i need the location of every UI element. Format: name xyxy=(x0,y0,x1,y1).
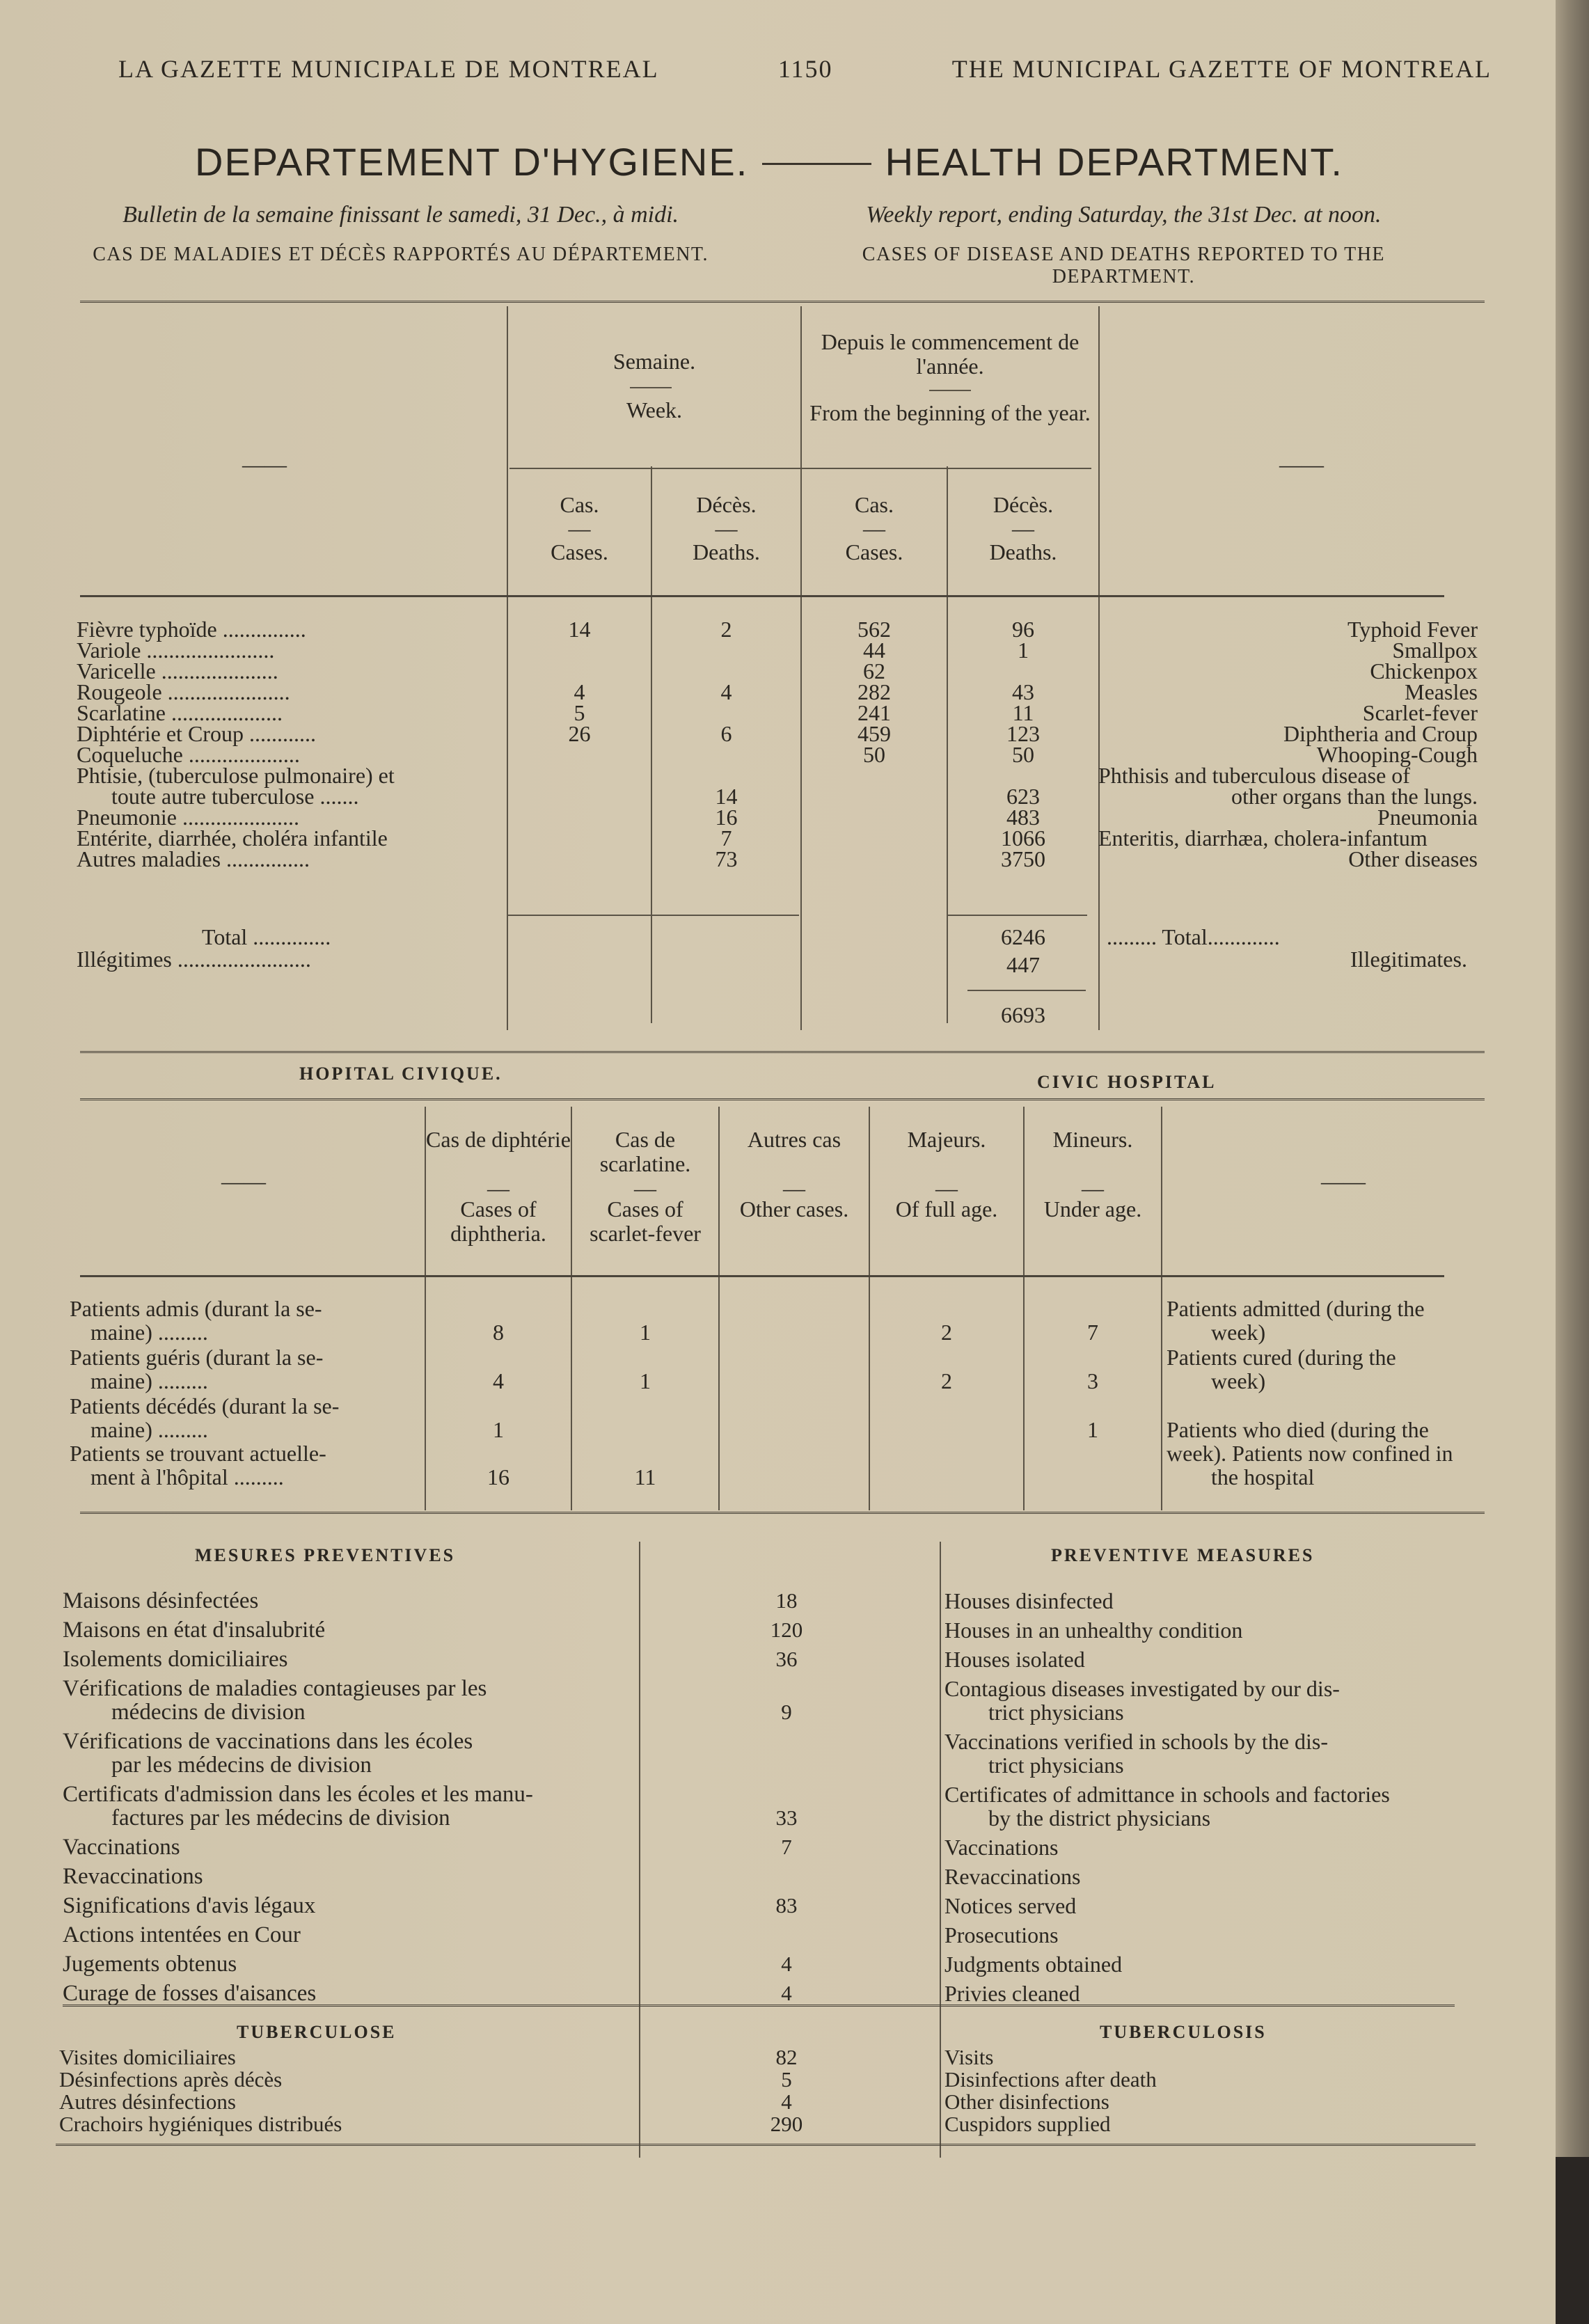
year-deaths: 623 xyxy=(1006,784,1040,809)
hosp-col-en: Other cases. xyxy=(739,1196,849,1222)
hospital-title-en: CIVIC HOSPITAL xyxy=(1037,1072,1217,1092)
hospital-bottom-rule xyxy=(80,1512,1485,1514)
week-deaths: 2 xyxy=(720,617,732,642)
measure-label-en: Certificates of admittance in schools and factories xyxy=(944,1782,1390,1807)
year-deaths: 483 xyxy=(1006,805,1040,830)
tb-label-fr: Autres désinfections xyxy=(59,2089,236,2114)
measures-title-en: PREVENTIVE MEASURES xyxy=(1051,1545,1315,1565)
tb-label-en: Disinfections after death xyxy=(944,2067,1157,2092)
measure-label-en: Judgments obtained xyxy=(944,1952,1123,1977)
left-dash: —— xyxy=(242,452,287,477)
total-fr: Total .............. xyxy=(202,924,331,949)
cas-dash: — xyxy=(568,516,591,541)
hosp-value: 1 xyxy=(640,1368,651,1393)
hosp-value: 2 xyxy=(941,1368,952,1393)
depuis-en: From the beginning of the year. xyxy=(809,400,1091,425)
hosp-row-en: Patients admitted (during the xyxy=(1167,1296,1425,1321)
table-top-rule xyxy=(80,301,1485,303)
disease-label-fr: Fièvre typhoïde ............... xyxy=(77,617,306,642)
measure-label-fr: Isolements domiciliaires xyxy=(63,1647,288,1672)
deces-fr: Décès. xyxy=(993,492,1054,517)
department-title xyxy=(195,139,1343,184)
tb-label-fr: Désinfections après décès xyxy=(59,2067,283,2092)
deces-dash: — xyxy=(715,516,738,541)
year-deaths: 96 xyxy=(1012,617,1034,642)
illeg-fr: Illégitimes ........................ xyxy=(77,947,311,972)
measure-label-fr: Certificats d'admission dans les écoles et les manu- xyxy=(63,1782,533,1807)
hosp-col-fr: Cas de diphtérie xyxy=(426,1127,571,1152)
sub-fr: CAS DE MALADIES ET DÉCÈS RAPPORTÉS AU DÉPARTEMENT. xyxy=(93,244,709,265)
deces-en: Deaths. xyxy=(693,539,760,564)
disease-label-en: Chickenpox xyxy=(1370,658,1478,683)
vrule xyxy=(639,1542,640,2158)
year-deaths: 1066 xyxy=(1001,825,1045,851)
hosp-row-en: week) xyxy=(1211,1368,1266,1393)
measure-label-en: trict physicians xyxy=(988,1753,1124,1778)
vrule xyxy=(940,1542,941,2158)
hosp-col-en: Cases of diphtheria. xyxy=(450,1196,546,1247)
measure-value: 9 xyxy=(781,1700,792,1724)
page-edge xyxy=(1556,0,1589,2324)
hrule xyxy=(630,387,672,388)
year-cases: 562 xyxy=(857,617,891,642)
illeg-en: Illegitimates. xyxy=(1350,947,1467,972)
tb-label-en: Visits xyxy=(944,2045,994,2069)
tb-title-fr: TUBERCULOSE xyxy=(237,2022,397,2042)
vrule xyxy=(718,1107,720,1510)
hosp-left-dash: —— xyxy=(221,1169,266,1194)
disease-label-fr: Rougeole ...................... xyxy=(77,679,290,704)
disease-label-en: Other diseases xyxy=(1348,846,1478,871)
week-cases: 26 xyxy=(568,721,591,746)
hosp-value: 2 xyxy=(941,1320,952,1345)
hrule xyxy=(929,390,971,391)
hosp-value: 1 xyxy=(640,1320,651,1345)
cas-fr: Cas. xyxy=(855,492,894,517)
grand-total: 6693 xyxy=(1001,1002,1045,1027)
measure-label-en: Privies cleaned xyxy=(944,1981,1080,2006)
hrule xyxy=(509,468,1091,469)
disease-label-en: other organs than the lungs. xyxy=(1231,784,1478,809)
measure-value: 120 xyxy=(770,1618,803,1642)
hosp-value: 1 xyxy=(1087,1417,1098,1442)
title-separator xyxy=(762,163,871,184)
total-en: ......... Total............. xyxy=(1107,924,1280,949)
hosp-col-fr: Mineurs. xyxy=(1052,1127,1133,1152)
hrule xyxy=(507,915,799,916)
week-deaths: 7 xyxy=(720,825,732,851)
hosp-col-fr: Autres cas xyxy=(747,1127,841,1152)
hrule xyxy=(63,2005,1455,2007)
hosp-col-en: Under age. xyxy=(1043,1196,1142,1222)
bulletin-fr: Bulletin de la semaine finissant le samedi, 31 Dec., à midi. xyxy=(122,202,679,228)
hosp-col-en: Of full age. xyxy=(895,1196,998,1222)
disease-label-fr: Entérite, diarrhée, choléra infantile xyxy=(77,825,388,851)
page-number: 1150 xyxy=(777,55,833,83)
total-y-deaths: 6246 xyxy=(1001,924,1045,949)
vrule xyxy=(1098,306,1100,1030)
semaine-en: Week. xyxy=(626,397,683,422)
measure-value: 33 xyxy=(775,1805,798,1830)
year-cases: 62 xyxy=(863,658,885,683)
measure-label-fr: Curage de fosses d'aisances xyxy=(63,1981,317,2006)
measure-label-en: Vaccinations xyxy=(944,1835,1059,1860)
week-deaths: 73 xyxy=(715,846,738,871)
hosp-col-dash: — xyxy=(634,1176,656,1201)
measures-title-fr: MESURES PREVENTIVES xyxy=(195,1545,456,1565)
disease-label-en: Whooping-Cough xyxy=(1316,742,1478,767)
tb-label-fr: Visites domiciliaires xyxy=(59,2045,236,2069)
measure-label-fr: par les médecins de division xyxy=(111,1753,372,1778)
tb-value: 82 xyxy=(775,2045,798,2069)
measure-label-en: Houses isolated xyxy=(944,1647,1085,1672)
hosp-col-dash: — xyxy=(487,1176,509,1201)
deces-dash: — xyxy=(1012,516,1034,541)
right-dash: —— xyxy=(1279,452,1324,477)
deces-en: Deaths. xyxy=(989,539,1057,564)
measure-label-en: Revaccinations xyxy=(944,1864,1081,1889)
bulletin-en: Weekly report, ending Saturday, the 31st Dec. at noon. xyxy=(866,202,1382,228)
hosp-col-dash: — xyxy=(935,1176,958,1201)
hosp-value: 4 xyxy=(493,1368,504,1393)
hosp-value: 11 xyxy=(634,1464,656,1489)
measure-value: 4 xyxy=(781,1952,792,1976)
tb-value: 290 xyxy=(770,2112,803,2136)
sub-en: CASES OF DISEASE AND DEATHS REPORTED TO THE DEPARTMENT. xyxy=(862,244,1386,287)
measure-label-fr: médecins de division xyxy=(111,1700,306,1725)
hosp-row-fr2: maine) ......... xyxy=(90,1368,208,1393)
disease-label-en: Scarlet-fever xyxy=(1362,700,1478,725)
header-left: LA GAZETTE MUNICIPALE DE MONTREAL xyxy=(118,55,659,83)
measure-label-fr: Significations d'avis légaux xyxy=(63,1893,316,1918)
measure-label-fr: Maisons désinfectées xyxy=(63,1588,259,1613)
week-cases: 4 xyxy=(574,679,585,704)
measure-label-en: Notices served xyxy=(944,1893,1077,1918)
tb-title-en: TUBERCULOSIS xyxy=(1100,2022,1267,2042)
week-cases: 14 xyxy=(568,617,591,642)
hosp-row-en: week) xyxy=(1211,1320,1266,1345)
hospital-title-fr: HOPITAL CIVIQUE. xyxy=(299,1064,503,1084)
measure-label-en: Prosecutions xyxy=(944,1922,1059,1947)
hosp-row-fr2: maine) ......... xyxy=(90,1417,208,1442)
measure-value: 7 xyxy=(781,1835,792,1859)
hosp-row-fr1: Patients guéris (durant la se- xyxy=(70,1345,324,1370)
cas-en: Cases. xyxy=(551,539,608,564)
deces-fr: Décès. xyxy=(696,492,757,517)
cas-en: Cases. xyxy=(845,539,903,564)
running-header xyxy=(118,54,1492,84)
depuis-fr: Depuis le commencement de l'année. xyxy=(821,329,1080,379)
measure-value: 36 xyxy=(775,1647,798,1671)
measure-value: 18 xyxy=(775,1588,798,1613)
week-deaths: 4 xyxy=(720,679,732,704)
hrule xyxy=(80,595,1444,597)
hosp-value: 16 xyxy=(487,1464,509,1489)
measure-label-fr: Actions intentées en Cour xyxy=(63,1922,301,1947)
disease-label-fr: Variole ....................... xyxy=(77,638,275,663)
measure-label-en: Houses disinfected xyxy=(944,1588,1114,1613)
vrule xyxy=(1023,1107,1025,1510)
vrule xyxy=(1161,1107,1162,1510)
year-deaths: 123 xyxy=(1006,721,1040,746)
illeg-y-deaths: 447 xyxy=(1006,952,1040,977)
vrule xyxy=(425,1107,426,1510)
hosp-row-fr1: Patients admis (durant la se- xyxy=(70,1296,322,1321)
measure-label-fr: Revaccinations xyxy=(63,1864,203,1889)
year-deaths: 1 xyxy=(1018,638,1029,663)
hosp-row-en: week). Patients now confined in xyxy=(1167,1441,1453,1466)
measure-label-en: trict physicians xyxy=(988,1700,1124,1725)
year-cases: 282 xyxy=(857,679,891,704)
tb-value: 5 xyxy=(781,2067,792,2092)
page-edge-shadow xyxy=(1556,2157,1589,2324)
disease-label-en: Pneumonia xyxy=(1377,805,1478,830)
measure-label-fr: Jugements obtenus xyxy=(63,1952,237,1977)
hosp-value: 1 xyxy=(493,1417,504,1442)
hosp-row-fr2: ment à l'hôpital ......... xyxy=(90,1464,284,1489)
year-cases: 459 xyxy=(857,721,891,746)
year-cases: 44 xyxy=(863,638,885,663)
disease-label-fr: Varicelle ..................... xyxy=(77,658,278,683)
measure-label-en: Contagious diseases investigated by our dis- xyxy=(944,1676,1340,1701)
hospital-top-rule xyxy=(80,1051,1485,1053)
hosp-value: 3 xyxy=(1087,1368,1098,1393)
disease-label-fr: toute autre tuberculose ....... xyxy=(111,784,359,809)
week-deaths: 14 xyxy=(715,784,738,809)
year-deaths: 11 xyxy=(1012,700,1034,725)
hosp-col-dash: — xyxy=(783,1176,805,1201)
measure-label-fr: Vérifications de maladies contagieuses par les xyxy=(63,1676,487,1701)
tb-label-fr: Crachoirs hygiéniques distribués xyxy=(59,2112,342,2136)
cas-dash: — xyxy=(863,516,885,541)
hosp-col-dash: — xyxy=(1082,1176,1104,1201)
vrule xyxy=(869,1107,870,1510)
disease-label-fr: Pneumonie ..................... xyxy=(77,805,299,830)
hosp-col-en: Cases of scarlet-fever xyxy=(590,1196,701,1247)
hosp-row-fr1: Patients se trouvant actuelle- xyxy=(70,1441,326,1466)
year-cases: 50 xyxy=(863,742,885,767)
measure-value: 83 xyxy=(775,1893,798,1918)
year-deaths: 50 xyxy=(1012,742,1034,767)
hosp-row-fr1: Patients décédés (durant la se- xyxy=(70,1393,340,1418)
measure-label-fr: Vaccinations xyxy=(63,1835,180,1860)
week-cases: 5 xyxy=(574,700,585,725)
hrule xyxy=(967,990,1086,991)
hosp-value: 7 xyxy=(1087,1320,1098,1345)
hosp-row-fr2: maine) ......... xyxy=(90,1320,208,1345)
header-right: THE MUNICIPAL GAZETTE OF MONTREAL xyxy=(951,55,1492,83)
measure-label-fr: Maisons en état d'insalubrité xyxy=(63,1618,326,1643)
year-cases: 241 xyxy=(857,700,891,725)
disease-label-en: Measles xyxy=(1405,679,1478,704)
hosp-row-en: Patients cured (during the xyxy=(1167,1345,1396,1370)
measure-label-en: Vaccinations verified in schools by the dis- xyxy=(944,1729,1328,1754)
disease-label-en: Enteritis, diarrhæa, cholera-infantum xyxy=(1098,825,1428,851)
hosp-col-fr: Cas de scarlatine. xyxy=(599,1127,691,1177)
title-fr: DEPARTEMENT D'HYGIENE. xyxy=(195,140,749,184)
measure-label-en: Houses in an unhealthy condition xyxy=(944,1618,1243,1643)
hrule xyxy=(56,2144,1476,2146)
measure-label-fr: Vérifications de vaccinations dans les écoles xyxy=(63,1729,473,1754)
measure-label-fr: factures par les médecins de division xyxy=(111,1805,450,1831)
hosp-col-fr: Majeurs. xyxy=(907,1127,986,1152)
disease-label-fr: Diphtérie et Croup ............ xyxy=(77,721,316,746)
hosp-right-dash: —— xyxy=(1321,1169,1366,1194)
measure-label-en: by the district physicians xyxy=(988,1805,1211,1831)
semaine-fr: Semaine. xyxy=(612,349,696,374)
title-en: HEALTH DEPARTMENT. xyxy=(885,140,1343,184)
disease-label-fr: Coqueluche .................... xyxy=(77,742,300,767)
hrule xyxy=(80,1275,1444,1277)
tb-label-en: Cuspidors supplied xyxy=(944,2112,1111,2136)
year-deaths: 43 xyxy=(1012,679,1034,704)
year-deaths: 3750 xyxy=(1001,846,1045,871)
cas-fr: Cas. xyxy=(560,492,599,517)
disease-label-en: Smallpox xyxy=(1392,638,1478,663)
disease-label-en: Typhoid Fever xyxy=(1347,617,1478,642)
week-deaths: 16 xyxy=(715,805,738,830)
disease-label-fr: Autres maladies ............... xyxy=(77,846,310,871)
report-subtitles xyxy=(80,202,1444,288)
hospital-head-rule xyxy=(80,1098,1485,1100)
disease-label-fr: Scarlatine .................... xyxy=(77,700,283,725)
tb-label-en: Other disinfections xyxy=(944,2089,1109,2114)
tb-value: 4 xyxy=(781,2089,792,2114)
disease-label-en: Phthisis and tuberculous disease of xyxy=(1098,763,1410,788)
disease-label-en: Diphtheria and Croup xyxy=(1283,721,1478,746)
hrule xyxy=(948,915,1087,916)
hosp-row-en: Patients who died (during the xyxy=(1167,1417,1429,1442)
disease-label-fr: Phtisie, (tuberculose pulmonaire) et xyxy=(77,763,395,788)
week-deaths: 6 xyxy=(720,721,732,746)
hosp-value: 8 xyxy=(493,1320,504,1345)
hosp-row-en: the hospital xyxy=(1211,1464,1315,1489)
measure-value: 4 xyxy=(781,1981,792,2005)
